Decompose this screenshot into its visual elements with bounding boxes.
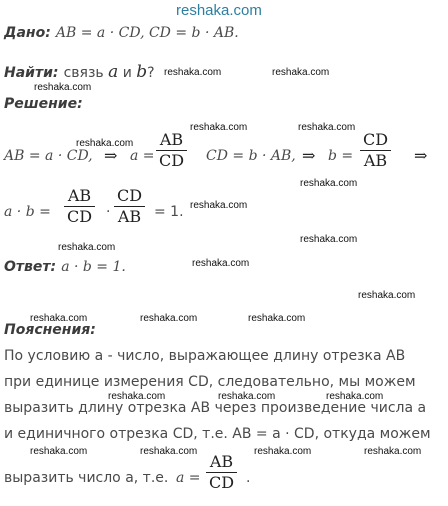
watermark: reshaka.com [164,67,222,78]
line5-a-eq: a = [176,470,201,486]
find-label: Найти: [4,65,59,81]
watermark: reshaka.com [190,122,248,133]
find-prefix: связь [63,65,109,81]
watermark: reshaka.com [76,138,134,149]
watermark: reshaka.com [190,200,248,211]
find-line [4,62,155,82]
watermark: reshaka.com [218,391,276,402]
watermark: reshaka.com [30,313,88,324]
ab-product: a · b = [4,204,51,220]
implies-1: ⇒ [104,146,118,165]
explanation-line-1: По условию a - число, выражающее длину отрезка AB [4,348,406,364]
find-var-b: b [136,62,148,82]
frac-den: CD [159,151,185,170]
watermark: reshaka.com [30,446,88,457]
given-text: AB = a · CD, CD = b · AB. [55,25,239,41]
answer-label: Ответ: [4,259,57,275]
watermark: reshaka.com [192,258,250,269]
b-equals: b = [328,148,354,164]
watermark: reshaka.com [358,290,416,301]
fraction-ab-cd [156,130,187,171]
watermark: reshaka.com [140,313,198,324]
answer-text: a · b = 1. [61,259,126,275]
find-var-a: a [108,62,119,82]
fraction-l2-1 [64,186,95,227]
implies-2: ⇒ [302,146,316,165]
explanation-line-5: выразить число a, т.е. [4,470,169,486]
l2-f1-num: AB [67,186,92,205]
line5-den: CD [209,473,235,492]
sol-line1-a: AB = a · CD, [4,148,93,164]
watermark: reshaka.com [140,446,198,457]
frac2-num: CD [363,130,389,149]
watermark: reshaka.com [34,82,92,93]
watermark: reshaka.com [248,313,306,324]
find-conj: и [118,65,137,81]
find-suffix: ? [147,65,155,81]
watermark: reshaka.com [326,391,384,402]
given-line [4,22,239,41]
frac2-den: AB [363,151,388,170]
sol-line1-b: CD = b · AB, [206,148,296,164]
l2-f2-num: CD [117,186,143,205]
explanation-line-3: выразить длину отрезка AB через произведение числа a [4,400,427,416]
explanation-line-4: и единичного отрезка CD, т.е. AB = a · CD, откуда можем [4,426,431,442]
given-label: Дано: [4,25,51,41]
l2-result: = 1. [154,204,184,220]
frac-num: AB [159,130,184,149]
l2-f1-den: CD [67,207,93,226]
a-equals: a = [130,148,155,164]
fraction-l2-2 [114,186,145,227]
implies-3: ⇒ [414,146,428,165]
line5-num: AB [209,452,234,471]
watermark: reshaka.com [108,391,166,402]
watermark: reshaka.com [300,178,358,189]
fraction-cd-ab [360,130,391,171]
l2-f2-den: AB [117,207,142,226]
fraction-line5 [206,452,237,493]
watermark: reshaka.com [58,242,116,253]
explanation-line-2: при единице измерения CD, следовательно, мы можем [4,374,416,390]
watermark: reshaka.com [254,446,312,457]
watermark: reshaka.com [298,122,356,133]
watermark: reshaka.com [272,67,330,78]
watermark: reshaka.com [364,446,422,457]
site-title: reshaka.com [176,2,262,19]
line5-end: . [246,470,251,486]
answer-line [4,256,126,275]
solution-label: Решение: [4,96,83,112]
watermark: reshaka.com [300,234,358,245]
l2-dot: · [106,204,111,220]
explanation-label: Пояснения: [4,322,96,338]
